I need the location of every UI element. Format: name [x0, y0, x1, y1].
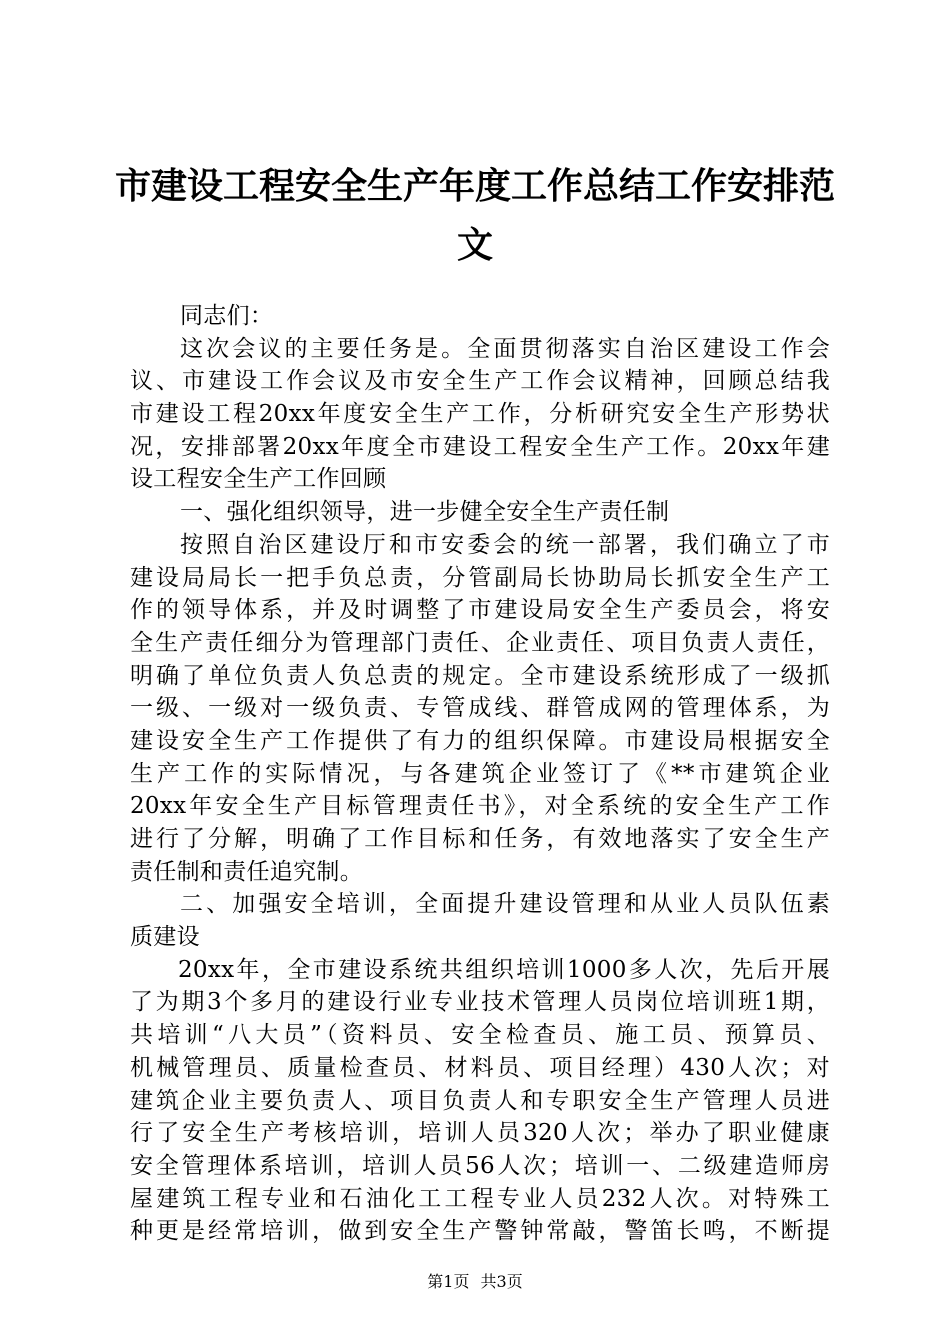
- salutation: 同志们：: [180, 303, 274, 329]
- paragraph-line: 建设局局长一把手负总责，分管副局长协助局长抓安全生产工: [130, 564, 830, 591]
- paragraph-line: 议、市建设工作会议及市安全生产工作会议精神，回顾总结我: [130, 368, 830, 395]
- document-title-line2: 文: [456, 224, 493, 266]
- page-number: 第1页: [427, 1272, 470, 1291]
- paragraph-line: 进行了分解，明确了工作目标和任务，有效地落实了安全生产: [130, 826, 830, 852]
- section-heading: 一、强化组织领导，进一步健全安全生产责任制: [180, 499, 670, 526]
- paragraph-line: 安全管理体系培训，培训人员56人次；培训一、二级建造师房: [130, 1152, 830, 1179]
- paragraph-line: 建设安全生产工作提供了有力的组织保障。市建设局根据安全: [130, 727, 830, 754]
- paragraph-line: 20xx年，全市建设系统共组织培训1000多人次，先后开展: [178, 956, 830, 983]
- document-title-line1: 市建设工程安全生产年度工作总结工作安排范: [114, 165, 835, 207]
- paragraph-line: 机械管理员、质量检查员、材料员、项目经理）430人次；对: [130, 1054, 830, 1081]
- page-footer: [0, 1272, 950, 1292]
- paragraph-line: 种更是经常培训，做到安全生产警钟常敲，警笛长鸣，不断提: [130, 1218, 830, 1245]
- paragraph-line: 了为期3个多月的建设行业专业技术管理人员岗位培训班1期，: [130, 989, 830, 1016]
- paragraph-line: 这次会议的主要任务是。全面贯彻落实自治区建设工作会: [180, 335, 830, 362]
- paragraph-line: 20xx年安全生产目标管理责任书》，对全系统的安全生产工作: [130, 793, 830, 820]
- section-heading: 二、加强安全培训，全面提升建设管理和从业人员队伍素: [180, 891, 830, 918]
- paragraph-line: 屋建筑工程专业和石油化工工程专业人员232人次。对特殊工: [130, 1185, 830, 1212]
- paragraph-line: 明确了单位负责人负总责的规定。全市建设系统形成了一级抓: [130, 662, 830, 689]
- paragraph-line: 建筑企业主要负责人、项目负责人和专职安全生产管理人员进: [130, 1087, 830, 1114]
- paragraph-line: 一级、一级对一级负责、专管成线、群管成网的管理体系，为: [130, 695, 830, 722]
- paragraph-line: 市建设工程20xx年度安全生产工作，分析研究安全生产形势状: [130, 401, 830, 428]
- paragraph-line: 责任制和责任追究制。: [130, 858, 363, 885]
- paragraph-line: 共培训“八大员”（资料员、安全检查员、施工员、预算员、: [130, 1022, 830, 1049]
- page-total: 共3页: [480, 1272, 523, 1291]
- paragraph-line: 生产工作的实际情况，与各建筑企业签订了《**市建筑企业: [130, 760, 830, 787]
- paragraph-line: 况，安排部署20xx年度全市建设工程安全生产工作。20xx年建: [130, 433, 830, 460]
- paragraph-line: 按照自治区建设厅和市安委会的统一部署，我们确立了市: [180, 531, 830, 558]
- paragraph-line: 全生产责任细分为管理部门责任、企业责任、项目负责人责任，: [130, 629, 830, 656]
- section-heading: 质建设: [130, 924, 200, 951]
- paragraph-line: 行了安全生产考核培训，培训人员320人次；举办了职业健康: [130, 1120, 830, 1147]
- paragraph-line: 设工程安全生产工作回顾: [130, 466, 387, 493]
- document-body: [130, 300, 830, 1248]
- paragraph-line: 作的领导体系，并及时调整了市建设局安全生产委员会，将安: [130, 597, 830, 624]
